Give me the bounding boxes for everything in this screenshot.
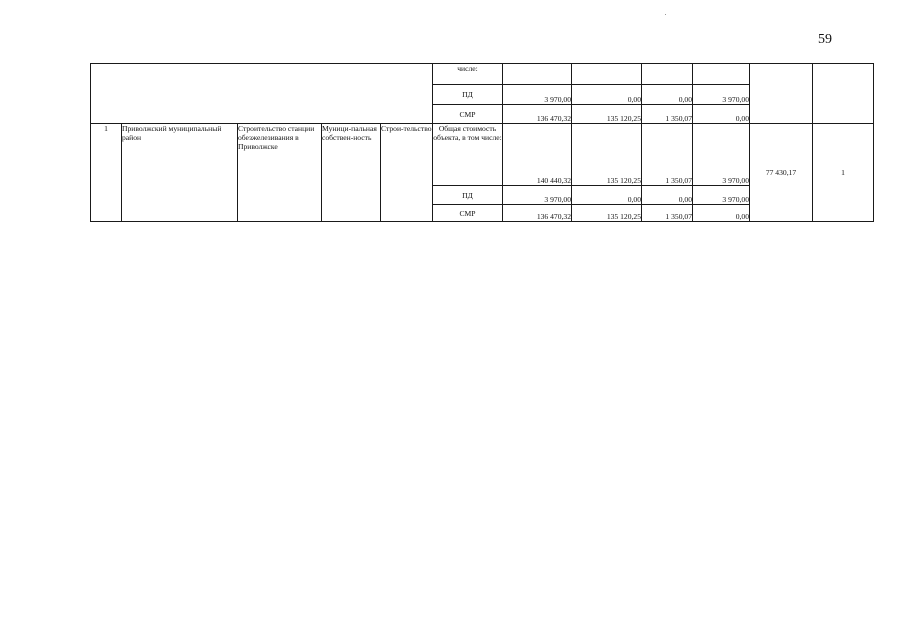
total-cost-label: Общая стоимость объекта, в том числе: [433,124,503,186]
value-cell: 0,00 [572,186,642,205]
value-cell: 135 120,25 [572,105,642,124]
continued-row [91,64,874,85]
entry-number: 1 [91,124,122,222]
row-label: СМР [433,205,503,222]
scan-speck [665,14,666,15]
value-cell: 3 970,00 [503,85,572,105]
remaining-value: 77 430,17 [750,124,813,222]
count-value: 1 [813,124,874,222]
district-name: Приволжский муниципальный район [122,124,238,222]
row-label: ПД [433,186,503,205]
value-cell: 0,00 [693,105,750,124]
object-cost-table [90,63,874,222]
entry-total-row [91,124,874,186]
continued-blank-cell [91,64,433,124]
row-label: ПД [433,85,503,105]
value-cell: 3 970,00 [693,124,750,186]
value-cell: 3 970,00 [693,186,750,205]
value-cell: 1 350,07 [642,205,693,222]
value-cell: 0,00 [642,186,693,205]
value-cell: 0,00 [642,85,693,105]
value-cell: 1 350,07 [642,124,693,186]
value-cell: 0,00 [572,85,642,105]
value-cell: 140 440,32 [503,124,572,186]
value-cell: 135 120,25 [572,124,642,186]
value-cell: 3 970,00 [503,186,572,205]
page-number: 59 [818,32,832,47]
value-cell: 3 970,00 [693,85,750,105]
value-cell: 136 470,32 [503,205,572,222]
value-cell: 0,00 [693,205,750,222]
value-cell: 135 120,25 [572,205,642,222]
continued-label: числе: [433,64,503,85]
continued-remaining-cell [750,64,813,124]
ownership-type: Муници-пальная собствен-ность [322,124,381,222]
value-cell: 136 470,32 [503,105,572,124]
row-label: СМР [433,105,503,124]
object-name: Строительство станции обезжелезивания в Приволжске [238,124,322,222]
continued-count-cell [813,64,874,124]
work-type: Строи-тельство [381,124,433,222]
value-cell: 1 350,07 [642,105,693,124]
